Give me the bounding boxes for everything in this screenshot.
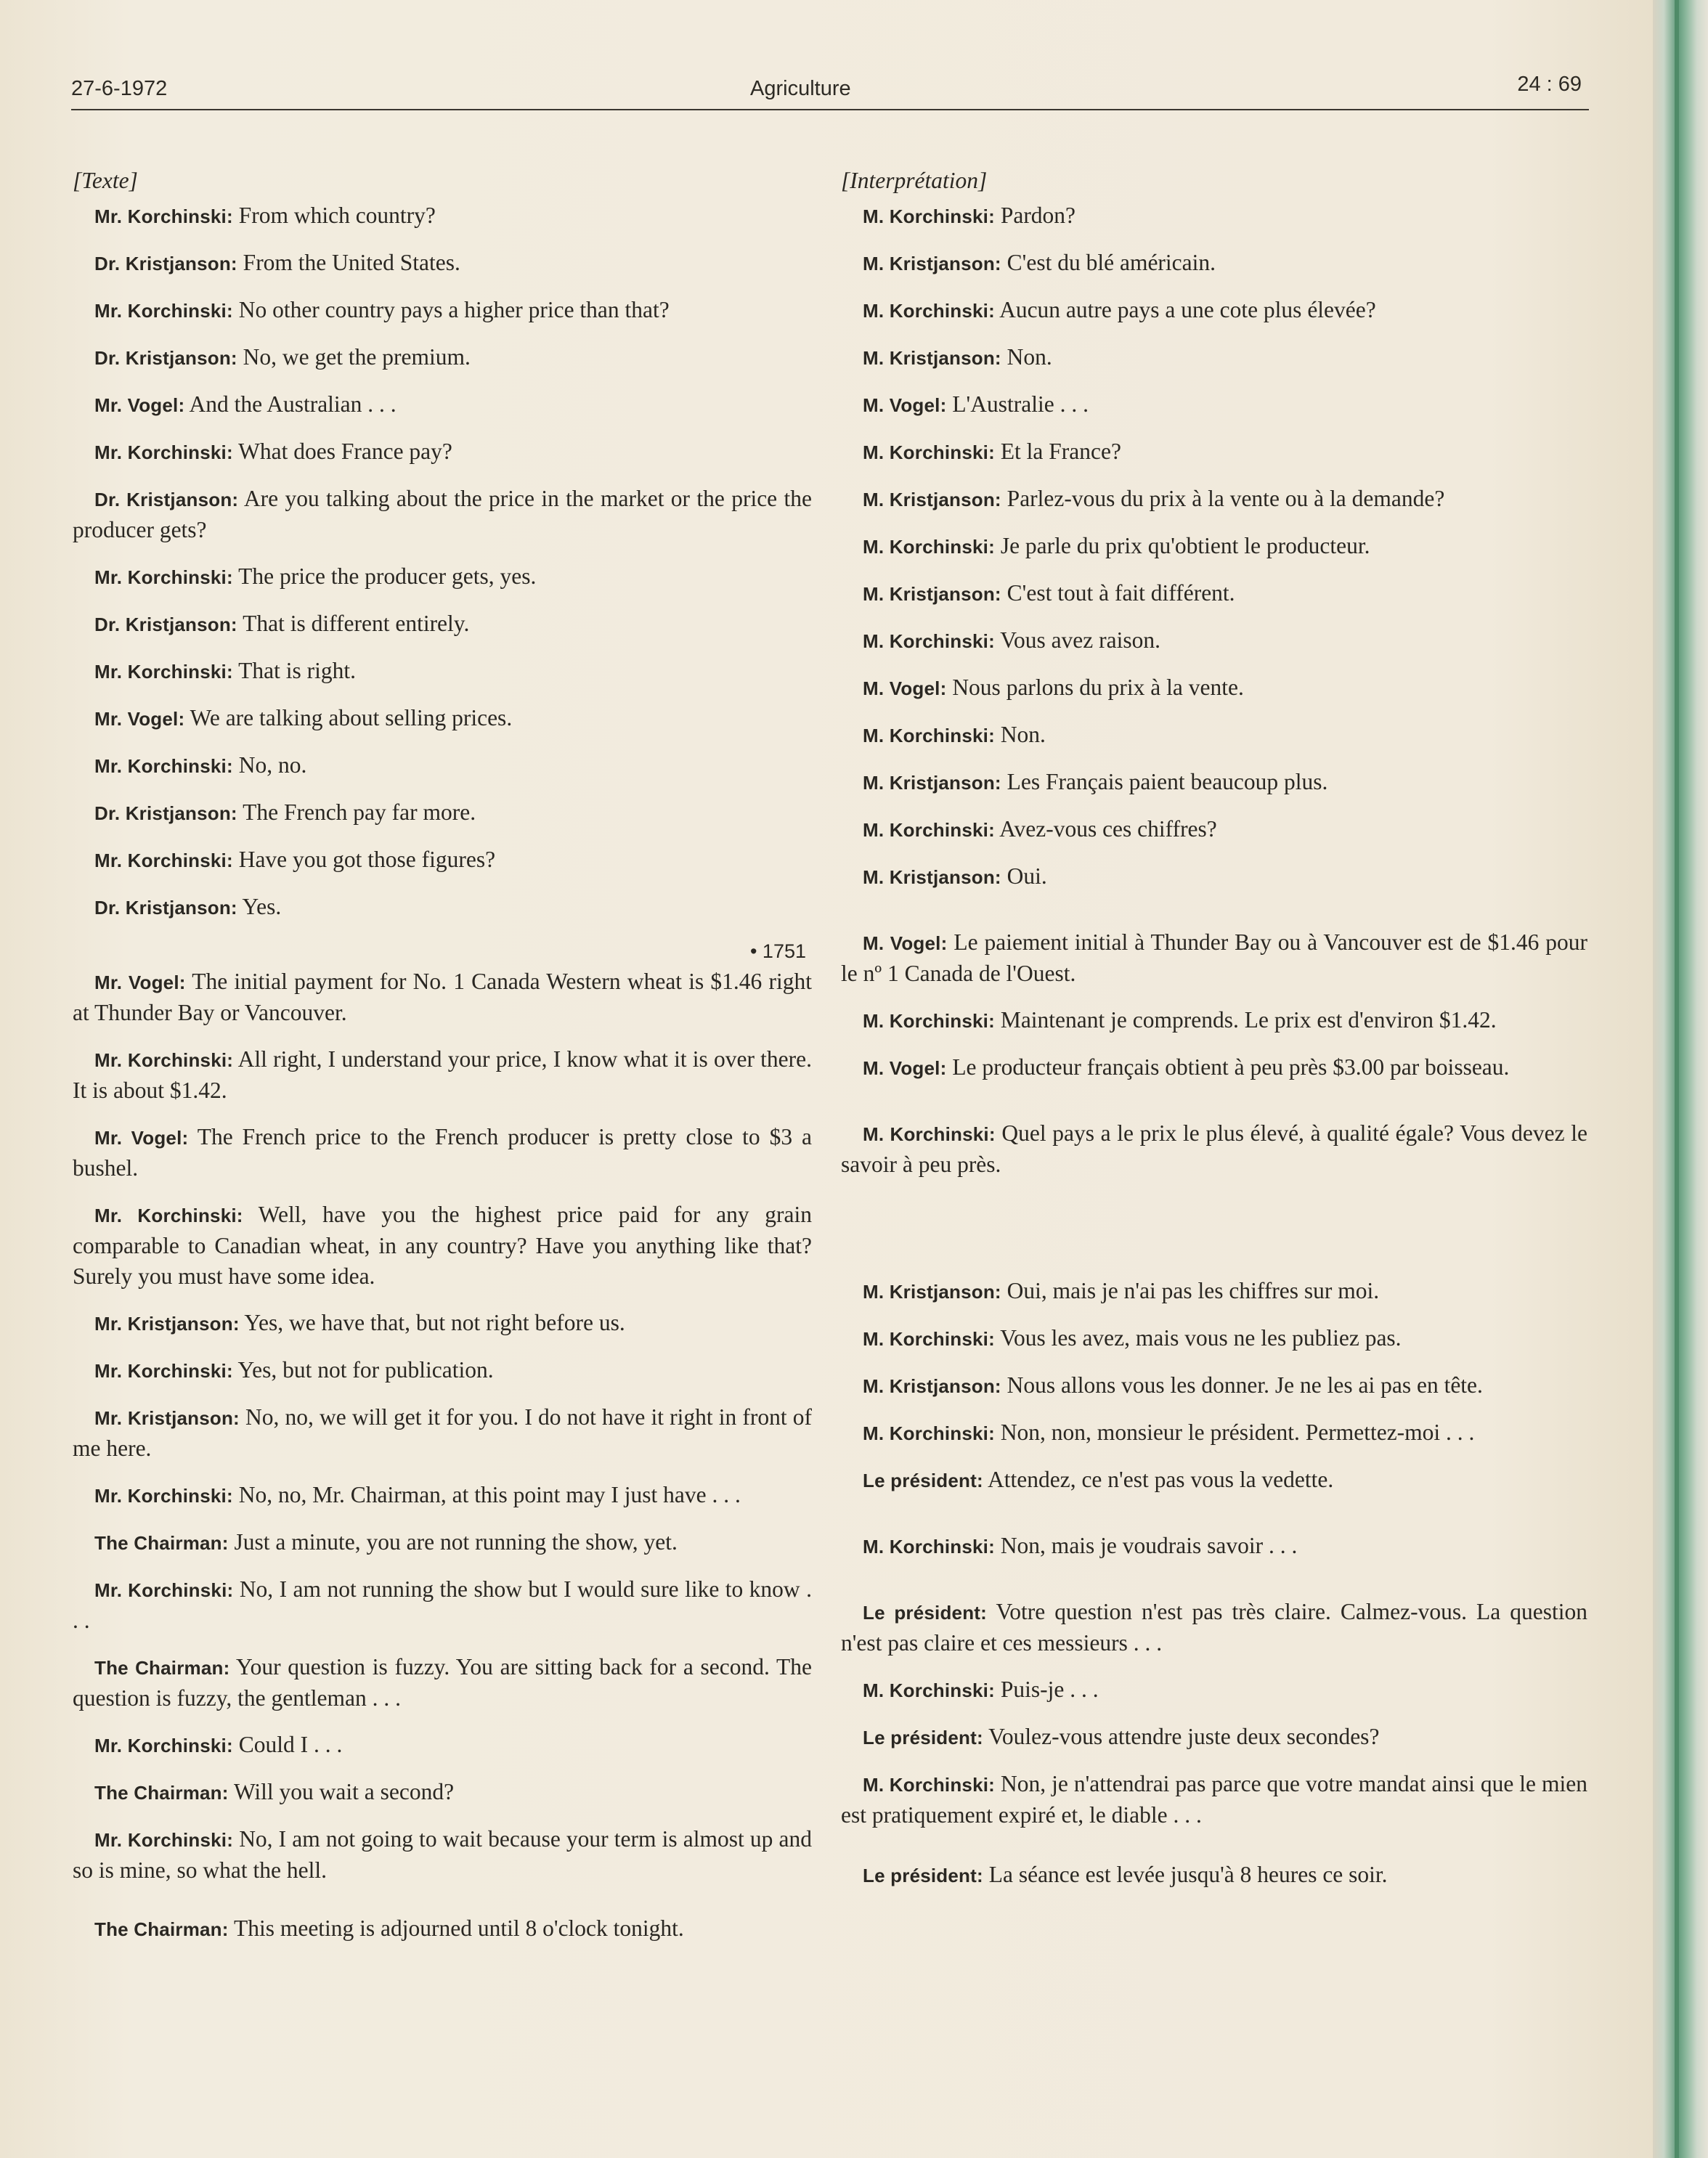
paragraph-spacer <box>841 704 1587 720</box>
speaker-name: Mr. Korchinski: <box>94 205 233 227</box>
speaker-name: Mr. Kristjanson: <box>94 1313 240 1335</box>
binding-line <box>1675 0 1679 2158</box>
speech-paragraph <box>841 720 1587 751</box>
paragraph-spacer <box>841 232 1587 248</box>
speaker-name: Mr. Korchinski: <box>94 1360 233 1382</box>
speaker-name: M. Kristjanson: <box>863 1375 1001 1397</box>
speech-text: Yes, but not for publication. <box>237 1357 494 1383</box>
speech-text: Nous allons vous les donner. Je ne les ai pas en tête. <box>1006 1372 1483 1398</box>
speaker-name: Dr. Kristjanson: <box>94 802 237 824</box>
speech-paragraph <box>841 436 1587 468</box>
paragraph-spacer <box>73 640 812 656</box>
speech-text: Vous avez raison. <box>1000 627 1160 653</box>
paragraph-spacer <box>73 1028 812 1044</box>
speech-paragraph <box>73 1652 812 1714</box>
speech-text: Non, je n'attendrai pas parce que votre mandat ainsi que le mien est pratiquement expiré et, le diable . . . <box>841 1771 1587 1828</box>
speaker-name: Mr. Korchinski: <box>94 300 233 322</box>
speech-text: Voulez-vous attendre juste deux secondes? <box>988 1724 1380 1749</box>
speaker-name: M. Vogel: <box>863 932 948 954</box>
speech-text: Je parle du prix qu'obtient le producteur. <box>1000 533 1370 558</box>
speaker-name: M. Korchinski: <box>863 630 995 652</box>
speech-paragraph <box>841 1052 1587 1083</box>
speech-paragraph <box>73 1122 812 1184</box>
speech-paragraph <box>841 767 1587 798</box>
speech-paragraph <box>841 1276 1587 1307</box>
header-section: Agriculture <box>750 77 851 100</box>
speech-paragraph <box>841 814 1587 845</box>
column-heading: [Texte] <box>73 168 138 193</box>
speaker-name: Mr. Kristjanson: <box>94 1407 240 1429</box>
paragraph-spacer <box>73 876 812 892</box>
speaker-name: M. Kristjanson: <box>863 772 1001 794</box>
speech-text: Well, have you the highest price paid for any grain comparable to Canadian wheat, in any country? Have you anything like that? Surely you must have some idea. <box>73 1202 812 1289</box>
speaker-name: Mr. Korchinski: <box>94 1735 233 1756</box>
speech-paragraph <box>73 1200 812 1292</box>
paragraph-spacer <box>841 1449 1587 1465</box>
speaker-name: Le président: <box>863 1470 983 1491</box>
speech-paragraph <box>73 1308 812 1339</box>
column-french <box>841 166 1587 1891</box>
speech-paragraph <box>73 1527 812 1558</box>
speech-text: Puis-je . . . <box>1000 1677 1099 1702</box>
speaker-name: M. Kristjanson: <box>863 866 1001 888</box>
paragraph-spacer <box>841 1496 1587 1531</box>
paragraph-spacer <box>73 687 812 703</box>
paragraph-spacer <box>73 1464 812 1480</box>
speech-text: Could I . . . <box>238 1732 343 1757</box>
running-header <box>71 73 1589 107</box>
speech-paragraph <box>73 200 812 232</box>
speaker-name: M. Korchinski: <box>863 1536 995 1558</box>
speaker-name: M. Kristjanson: <box>863 1281 1001 1303</box>
speaker-name: Dr. Kristjanson: <box>94 347 237 369</box>
paragraph-spacer <box>841 373 1587 389</box>
speech-text: This meeting is adjourned until 8 o'clock tonight. <box>233 1915 684 1941</box>
speech-paragraph <box>841 927 1587 989</box>
speech-paragraph <box>841 1674 1587 1706</box>
speech-paragraph <box>841 1860 1587 1891</box>
paragraph-spacer <box>841 989 1587 1005</box>
speaker-name: M. Kristjanson: <box>863 583 1001 605</box>
speech-text: No, we get the premium. <box>243 344 471 370</box>
speech-paragraph <box>73 703 812 734</box>
speech-paragraph <box>841 295 1587 326</box>
paragraph-spacer <box>841 609 1587 625</box>
speech-text: Parlez-vous du prix à la vente ou à la demande? <box>1006 486 1445 511</box>
paragraph-spacer <box>73 1886 812 1913</box>
paragraph-spacer <box>841 798 1587 814</box>
speech-paragraph <box>73 1402 812 1464</box>
paragraph-spacer <box>841 751 1587 767</box>
speaker-name: Mr. Korchinski: <box>94 566 233 588</box>
paragraph-spacer <box>841 1036 1587 1052</box>
paragraph-spacer <box>73 1511 812 1527</box>
paragraph-spacer <box>73 1761 812 1777</box>
paragraph-spacer <box>73 734 812 750</box>
paragraph-spacer <box>73 593 812 608</box>
speech-text: Attendez, ce n'est pas vous la vedette. <box>988 1467 1334 1492</box>
speaker-name: Dr. Kristjanson: <box>94 253 237 274</box>
speech-paragraph <box>841 1597 1587 1658</box>
paragraph-spacer <box>73 1636 812 1652</box>
speaker-name: M. Kristjanson: <box>863 253 1001 274</box>
speech-text: We are talking about selling prices. <box>190 705 513 730</box>
speech-paragraph <box>73 892 812 923</box>
speech-paragraph <box>73 797 812 828</box>
speaker-name: Le président: <box>863 1727 983 1748</box>
speaker-name: Le président: <box>863 1602 988 1624</box>
speaker-name: M. Korchinski: <box>863 1774 996 1796</box>
paragraph-spacer <box>841 515 1587 531</box>
paragraph-spacer <box>73 279 812 295</box>
speech-text: L'Australie . . . <box>952 391 1089 417</box>
speaker-name: The Chairman: <box>94 1532 229 1554</box>
speaker-name: Dr. Kristjanson: <box>94 614 237 635</box>
speech-text: Have you got those figures? <box>238 847 496 872</box>
paragraph-spacer <box>841 1083 1587 1118</box>
paragraph-spacer <box>841 279 1587 295</box>
paragraph-spacer <box>73 1184 812 1200</box>
paragraph-spacer <box>841 326 1587 342</box>
speech-text: Just a minute, you are not running the show, yet. <box>234 1529 678 1555</box>
speaker-name: Dr. Kristjanson: <box>94 489 239 510</box>
speech-text: That is different entirely. <box>243 611 470 636</box>
speech-paragraph <box>73 608 812 640</box>
speech-text: C'est tout à fait différent. <box>1006 580 1235 606</box>
speaker-name: M. Korchinski: <box>863 300 995 322</box>
speech-paragraph <box>73 1044 812 1106</box>
speech-text: From which country? <box>238 203 436 228</box>
speech-paragraph <box>73 1824 812 1886</box>
speech-paragraph <box>73 248 812 279</box>
header-page-number: 24 : 69 <box>1517 73 1582 96</box>
speaker-name: Le président: <box>863 1865 983 1886</box>
speech-paragraph <box>841 1531 1587 1562</box>
paragraph-spacer <box>841 1401 1587 1417</box>
speech-text: Votre question n'est pas très claire. Calmez-vous. La question n'est pas claire et ces messieurs . . . <box>841 1599 1588 1656</box>
speech-paragraph <box>73 966 812 1028</box>
paragraph-spacer <box>73 1106 812 1122</box>
paragraph-spacer <box>841 1307 1587 1323</box>
speaker-name: M. Vogel: <box>863 394 947 416</box>
speaker-name: M. Korchinski: <box>863 1328 995 1350</box>
speaker-name: M. Vogel: <box>863 677 947 699</box>
speech-text: No, no, Mr. Chairman, at this point may I just have . . . <box>238 1482 741 1507</box>
paragraph-spacer <box>73 1714 812 1730</box>
paragraph-spacer <box>841 562 1587 578</box>
speech-paragraph <box>841 1323 1587 1354</box>
speech-paragraph <box>73 342 812 373</box>
speech-text: That is right. <box>238 658 356 683</box>
speech-paragraph <box>841 389 1587 420</box>
paragraph-spacer <box>73 1292 812 1308</box>
speech-text: The initial payment for No. 1 Canada Western wheat is $1.46 right at Thunder Bay or Vancouver. <box>73 969 812 1025</box>
speech-paragraph <box>73 561 812 593</box>
paragraph-spacer <box>73 468 812 484</box>
speech-paragraph <box>841 531 1587 562</box>
speech-paragraph <box>73 389 812 420</box>
speech-paragraph <box>73 844 812 876</box>
speech-text: The French price to the French producer is pretty close to $3 a bushel. <box>73 1124 812 1181</box>
paragraph-spacer <box>841 1753 1587 1769</box>
speech-text: Yes, we have that, but not right before us. <box>244 1310 625 1335</box>
speech-paragraph <box>841 578 1587 609</box>
speech-text: Pardon? <box>1000 203 1076 228</box>
speech-text: The French pay far more. <box>243 799 476 825</box>
paragraph-spacer <box>841 1658 1587 1674</box>
speaker-name: Dr. Kristjanson: <box>94 897 237 919</box>
speech-text: Non. <box>1000 722 1046 747</box>
speech-paragraph <box>841 625 1587 656</box>
speech-text: Will you wait a second? <box>233 1779 455 1804</box>
paragraph-spacer <box>73 326 812 342</box>
speaker-name: M. Kristjanson: <box>863 347 1001 369</box>
paragraph-spacer <box>841 1831 1587 1860</box>
speech-paragraph <box>73 295 812 326</box>
speaker-name: Mr. Korchinski: <box>94 1579 234 1601</box>
speech-text: Vous les avez, mais vous ne les publiez pas. <box>1000 1325 1402 1351</box>
speaker-name: Mr. Korchinski: <box>94 1829 234 1851</box>
speech-paragraph <box>841 861 1587 892</box>
speech-paragraph <box>841 1769 1587 1831</box>
speech-paragraph <box>73 750 812 781</box>
speech-paragraph <box>841 1005 1587 1036</box>
speech-paragraph <box>73 656 812 687</box>
speech-paragraph <box>841 484 1587 515</box>
paragraph-spacer <box>73 373 812 389</box>
speech-text: No, I am not running the show but I would sure like to know . . . <box>73 1576 812 1633</box>
speech-text: Nous parlons du prix à la vente. <box>952 675 1244 700</box>
paragraph-spacer <box>73 420 812 436</box>
speech-paragraph <box>841 1370 1587 1401</box>
speech-paragraph <box>841 1417 1587 1449</box>
speech-paragraph <box>73 1355 812 1386</box>
speech-paragraph <box>73 1730 812 1761</box>
speaker-name: Mr. Korchinski: <box>94 755 233 777</box>
speaker-name: Mr. Vogel: <box>94 1127 189 1149</box>
speaker-name: Mr. Korchinski: <box>94 441 233 463</box>
speech-paragraph <box>841 672 1587 704</box>
paragraph-spacer <box>73 828 812 844</box>
speech-paragraph <box>841 1722 1587 1753</box>
speech-text: Non, mais je voudrais savoir . . . <box>1000 1533 1298 1558</box>
speech-text: Le producteur français obtient à peu près $3.00 par boisseau. <box>952 1054 1510 1080</box>
speech-text: Et la France? <box>1000 439 1121 464</box>
speaker-name: M. Vogel: <box>863 1057 947 1079</box>
speech-paragraph <box>73 1480 812 1511</box>
speech-text: All right, I understand your price, I know what it is over there. It is about $1.42. <box>73 1046 812 1103</box>
speaker-name: M. Korchinski: <box>863 819 995 841</box>
column-heading: [Interprétation] <box>841 168 988 193</box>
paragraph-spacer <box>841 1180 1587 1276</box>
paragraph-spacer <box>841 656 1587 672</box>
paragraph-spacer <box>841 845 1587 861</box>
speaker-name: Mr. Korchinski: <box>94 1049 234 1071</box>
speaker-name: Mr. Vogel: <box>94 972 186 993</box>
paragraph-spacer <box>841 468 1587 484</box>
speaker-name: M. Korchinski: <box>863 1123 996 1145</box>
paragraph-spacer <box>73 923 812 930</box>
speech-text: Oui, mais je n'ai pas les chiffres sur moi. <box>1006 1278 1380 1303</box>
paragraph-spacer <box>73 232 812 248</box>
speaker-name: The Chairman: <box>94 1657 230 1679</box>
speaker-name: Mr. Korchinski: <box>94 850 233 871</box>
speech-text: Maintenant je comprends. Le prix est d'environ $1.42. <box>1000 1007 1497 1033</box>
speech-paragraph <box>841 1118 1587 1180</box>
speech-paragraph <box>73 1913 812 1945</box>
speech-paragraph <box>73 1777 812 1808</box>
speech-paragraph <box>73 1574 812 1636</box>
speech-text: Les Français paient beaucoup plus. <box>1006 769 1328 794</box>
paragraph-spacer <box>841 892 1587 927</box>
header-rule <box>71 109 1589 110</box>
speaker-name: M. Korchinski: <box>863 1422 995 1444</box>
speech-text: Le paiement initial à Thunder Bay ou à Vancouver est de $1.46 pour le nº 1 Canada de l'Ouest. <box>841 929 1587 986</box>
paragraph-spacer <box>73 1339 812 1355</box>
speech-text: What does France pay? <box>238 439 452 464</box>
speaker-name: M. Korchinski: <box>863 205 995 227</box>
speech-text: Non. <box>1006 344 1052 370</box>
speaker-name: M. Korchinski: <box>863 1010 995 1032</box>
speaker-name: Mr. Korchinski: <box>94 1485 233 1507</box>
speech-text: Are you talking about the price in the market or the price the producer gets? <box>73 486 812 542</box>
speaker-name: Mr. Korchinski: <box>94 1205 243 1226</box>
speech-text: Quel pays a le prix le plus élevé, à qualité égale? Vous devez le savoir à peu près. <box>841 1120 1588 1177</box>
page-edge-binding <box>1653 0 1708 2158</box>
speaker-name: Mr. Vogel: <box>94 708 185 730</box>
speech-text: No, I am not going to wait because your term is almost up and so is mine, so what the hell. <box>73 1826 812 1883</box>
speech-paragraph <box>73 436 812 468</box>
paragraph-spacer <box>73 545 812 561</box>
speaker-name: M. Korchinski: <box>863 536 995 558</box>
speaker-name: M. Korchinski: <box>863 441 995 463</box>
speaker-name: Mr. Korchinski: <box>94 661 233 683</box>
speaker-name: M. Kristjanson: <box>863 489 1001 510</box>
speaker-name: Mr. Vogel: <box>94 394 185 416</box>
speaker-name: M. Korchinski: <box>863 725 995 746</box>
speech-text: Oui. <box>1006 863 1047 889</box>
speech-text: Your question is fuzzy. You are sitting back for a second. The question is fuzzy, the gentleman . . . <box>73 1654 812 1711</box>
speech-text: No, no. <box>238 752 307 778</box>
speech-text: C'est du blé américain. <box>1006 250 1216 275</box>
paragraph-spacer <box>73 1386 812 1402</box>
speech-text: Yes. <box>242 894 282 919</box>
paragraph-spacer <box>841 420 1587 436</box>
paragraph-spacer <box>73 1808 812 1824</box>
speech-text: The price the producer gets, yes. <box>238 563 537 589</box>
speech-paragraph <box>841 1465 1587 1496</box>
header-date: 27-6-1972 <box>71 77 168 100</box>
paragraph-spacer <box>73 781 812 797</box>
speech-text: La séance est levée jusqu'à 8 heures ce soir. <box>988 1862 1388 1887</box>
speech-text: From the United States. <box>243 250 460 275</box>
speech-text: Non, non, monsieur le président. Permettez-moi . . . <box>1000 1420 1475 1445</box>
speech-paragraph <box>841 248 1587 279</box>
speech-text: No other country pays a higher price than that? <box>238 297 670 322</box>
timestamp-marker: • 1751 <box>749 940 806 962</box>
paragraph-spacer <box>841 1706 1587 1722</box>
speech-paragraph <box>841 342 1587 373</box>
speech-text: No, no, we will get it for you. I do not have it right in front of me here. <box>73 1404 812 1461</box>
paragraph-spacer <box>73 1558 812 1574</box>
speaker-name: M. Korchinski: <box>863 1679 995 1701</box>
speaker-name: The Chairman: <box>94 1782 229 1804</box>
speaker-name: The Chairman: <box>94 1918 229 1940</box>
column-english <box>73 166 812 1945</box>
speech-paragraph <box>841 200 1587 232</box>
paragraph-spacer <box>841 1354 1587 1370</box>
speech-text: Avez-vous ces chiffres? <box>999 816 1217 842</box>
speech-text: And the Australian . . . <box>189 391 396 417</box>
speech-paragraph <box>73 484 812 545</box>
speech-text: Aucun autre pays a une cote plus élevée? <box>999 297 1376 322</box>
paragraph-spacer <box>841 1562 1587 1597</box>
